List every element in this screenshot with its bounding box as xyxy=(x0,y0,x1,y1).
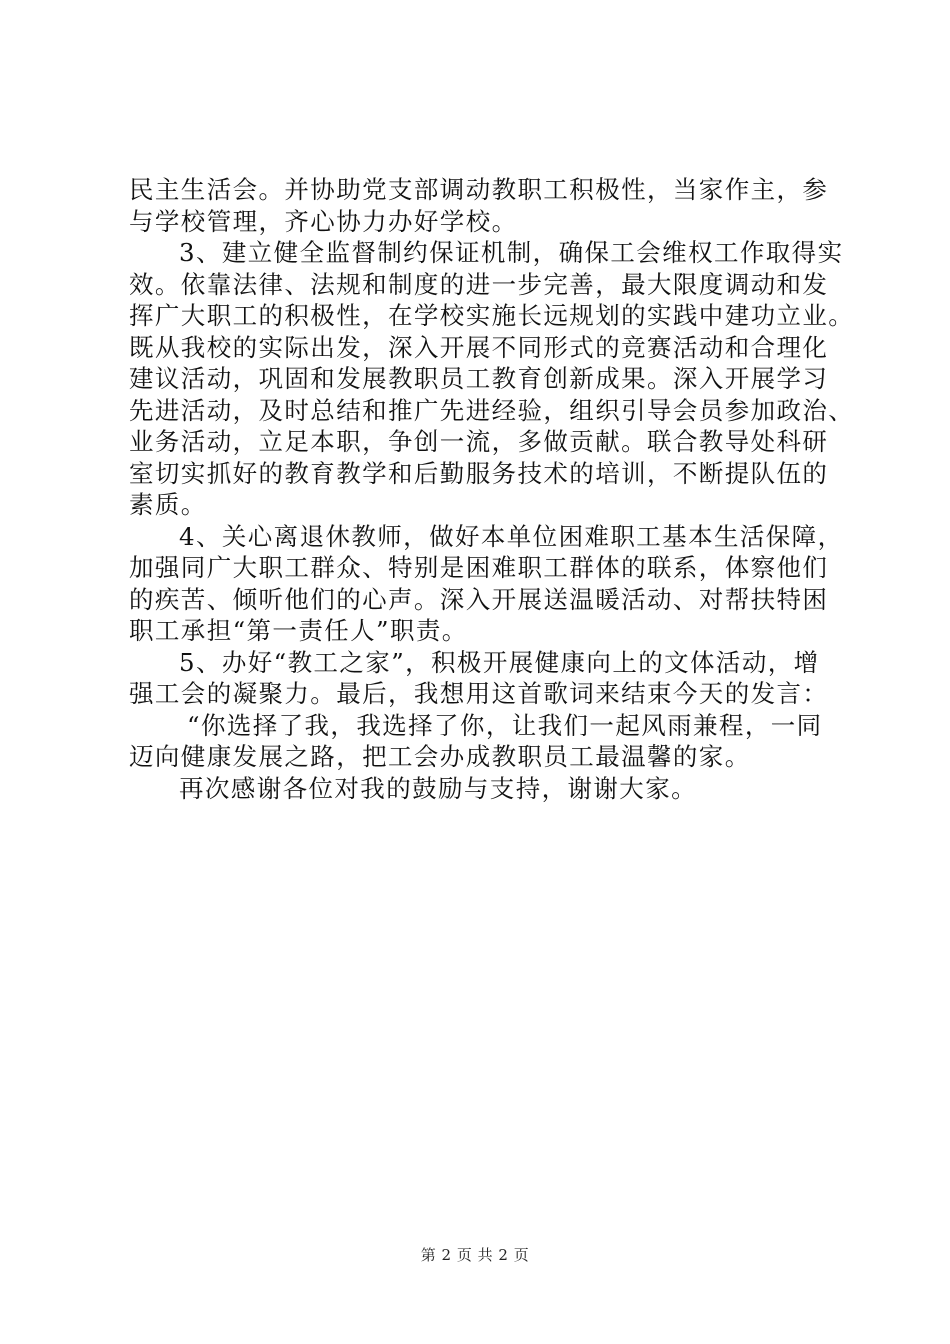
text-line: 挥广大职工的积极性，在学校实施长远规划的实践中建功立业。 xyxy=(129,301,855,330)
text-line: 效。依靠法律、法规和制度的进一步完善，最大限度调动和发 xyxy=(129,269,829,299)
text-line: 加强同广大职工群众、特别是困难职工群体的联系，体察他们 xyxy=(129,553,829,582)
text-line: 与学校管理，齐心协力办好学校。 xyxy=(129,206,518,236)
paragraph-3-start: 3、建立健全监督制约保证机制，确保工会维权工作取得实 xyxy=(179,238,844,267)
text-line: 室切实抓好的教育教学和后勤服务技术的培训，不断提队伍的 xyxy=(129,458,829,488)
closing-line: 再次感谢各位对我的鼓励与支持，谢谢大家。 xyxy=(179,773,697,803)
page-footer: 第 2 页 共 2 页 xyxy=(420,1246,530,1264)
text-line: 既从我校的实际出发，深入开展不同形式的竞赛活动和合理化 xyxy=(129,332,829,362)
text-line: 职工承担“第一责任人”职责。 xyxy=(129,616,468,645)
body-text xyxy=(129,174,855,804)
text-line: 业务活动，立足本职，争创一流，多做贡献。联合教导处科研 xyxy=(129,427,829,456)
quote-start: “你选择了我，我选择了你，让我们一起风雨兼程，一同 xyxy=(187,710,823,740)
text-line: 迈向健康发展之路，把工会办成教职员工最温馨的家。 xyxy=(129,742,751,771)
text-line: 民主生活会。并协助党支部调动教职工积极性，当家作主，参 xyxy=(129,175,829,204)
paragraph-4-start: 4、关心离退休教师，做好本单位困难职工基本生活保障， xyxy=(179,521,844,551)
text-line: 的疾苦、倾听他们的心声。深入开展送温暖活动、对帮扶特困 xyxy=(129,584,829,614)
text-line: 强工会的凝聚力。最后，我想用这首歌词来结束今天的发言： xyxy=(129,679,829,708)
text-line: 素质。 xyxy=(129,490,207,519)
text-line: 建议活动，巩固和发展教职员工教育创新成果。深入开展学习 xyxy=(129,364,829,393)
paragraph-5-start: 5、办好“教工之家”，积极开展健康向上的文体活动，增 xyxy=(179,647,820,677)
text-line: 先进活动，及时总结和推广先进经验，组织引导会员参加政治、 xyxy=(129,395,855,425)
